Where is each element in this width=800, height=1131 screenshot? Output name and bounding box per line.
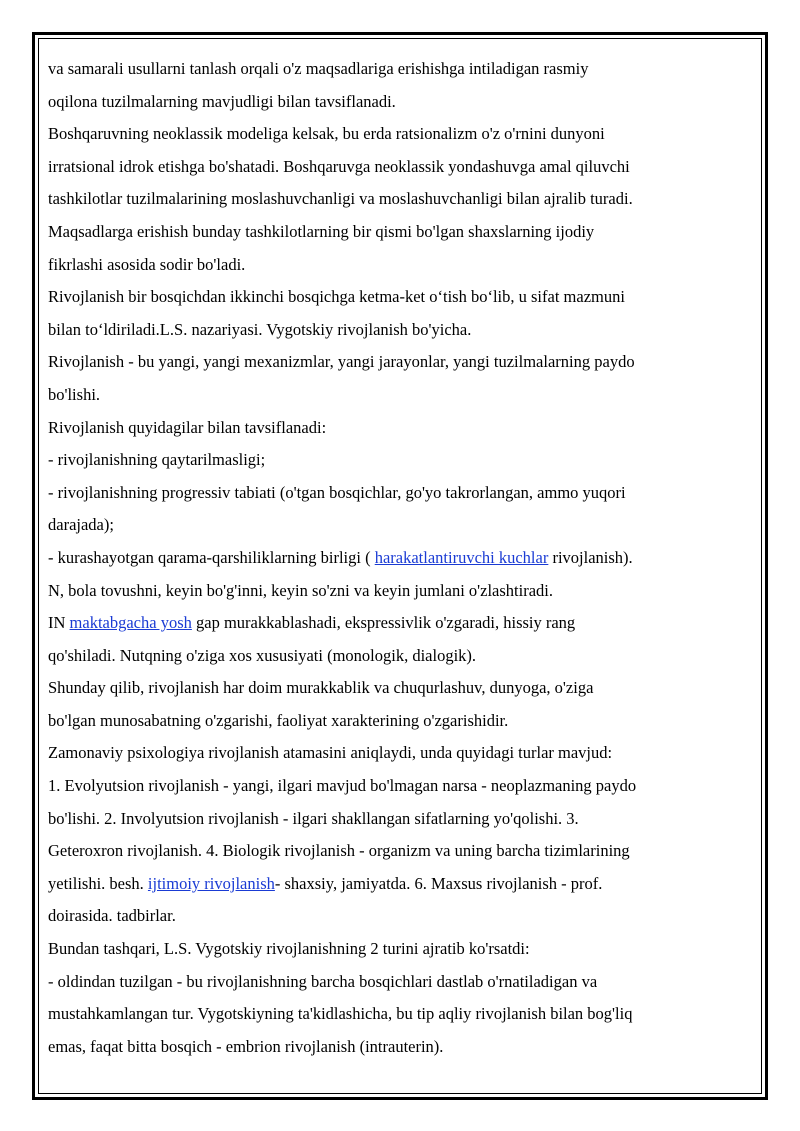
- text-line-with-link: [48, 868, 738, 901]
- text-line: Rivojlanish - bu yangi, yangi mexanizmlar, yangi jarayonlar, yangi tuzilmalarning paydo: [48, 352, 635, 372]
- text-segment: gap murakkablashadi, ekspressivlik o'zgaradi, hissiy rang: [191, 613, 576, 633]
- text-line: Bundan tashqari, L.S. Vygotskiy rivojlanishning 2 turini ajratib ko'rsatdi:: [48, 939, 530, 959]
- text-line: Boshqaruvning neoklassik modeliga kelsak, bu erda ratsionalizm o'z o'rnini dunyoni: [48, 124, 605, 144]
- text-line: N, bola tovushni, keyin bo'g'inni, keyin so'zni va keyin jumlani o'zlashtiradi.: [48, 580, 553, 600]
- text-line: Zamonaviy psixologiya rivojlanish atamasini aniqlaydi, unda quyidagi turlar mavjud:: [48, 743, 613, 763]
- link-maktabgacha-yosh[interactable]: maktabgacha yosh: [69, 613, 192, 633]
- text-line: Rivojlanish quyidagilar bilan tavsiflanadi:: [48, 417, 327, 437]
- text-line: bilan to‘ldiriladi.L.S. nazariyasi. Vygotskiy rivojlanish bo'yicha.: [48, 319, 472, 339]
- text-line: qo'shiladi. Nutqning o'ziga xos xususiyati (monologik, dialogik).: [48, 645, 477, 665]
- text-line: bo'lishi. 2. Involyutsion rivojlanish - ilgari shakllangan sifatlarning yo'qolishi. 3.: [48, 808, 579, 828]
- text-line: - oldindan tuzilgan - bu rivojlanishning barcha bosqichlari dastlab o'rnatiladigan va: [48, 971, 598, 991]
- text-segment: rivojlanish).: [548, 547, 633, 567]
- text-line: Rivojlanish bir bosqichdan ikkinchi bosqichga ketma-ket o‘tish bo‘lib, u sifat mazmuni: [48, 287, 625, 307]
- text-segment: yetilishi. besh.: [48, 873, 148, 893]
- text-segment: IN: [48, 613, 70, 633]
- text-line: bo'lgan munosabatning o'zgarishi, faoliyat xarakterining o'zgarishidir.: [48, 710, 509, 730]
- text-line: darajada);: [48, 515, 114, 535]
- document-body: [48, 53, 738, 1063]
- text-line: irratsional idrok etishga bo'shatadi. Boshqaruvga neoklassik yondashuvga amal qiluvchi: [48, 156, 630, 176]
- text-line: bo'lishi.: [48, 384, 101, 404]
- text-line: fikrlashi asosida sodir bo'ladi.: [48, 254, 246, 274]
- text-segment: - shaxsiy, jamiyatda. 6. Maxsus rivojlanish - prof.: [274, 873, 603, 893]
- text-line-with-link: [48, 607, 738, 640]
- text-line: Geteroxron rivojlanish. 4. Biologik rivojlanish - organizm va uning barcha tizimlarining: [48, 841, 630, 861]
- text-line: tashkilotlar tuzilmalarining moslashuvchanligi va moslashuvchanligi bilan ajralib turadi.: [48, 189, 633, 209]
- text-line: - rivojlanishning progressiv tabiati (o'tgan bosqichlar, go'yo takrorlangan, ammo yuqori: [48, 482, 626, 502]
- text-line: Shunday qilib, rivojlanish har doim murakkablik va chuqurlashuv, dunyoga, o'ziga: [48, 678, 594, 698]
- text-line: 1. Evolyutsion rivojlanish - yangi, ilgari mavjud bo'lmagan narsa - neoplazmaning paydo: [48, 776, 637, 796]
- text-segment: - kurashayotgan qarama-qarshiliklarning birligi (: [48, 547, 375, 567]
- text-line: va samarali usullarni tanlash orqali o'z maqsadlariga erishishga intiladigan rasmiy: [48, 59, 589, 78]
- text-line-with-link: [48, 542, 738, 575]
- text-line: oqilona tuzilmalarning mavjudligi bilan tavsiflanadi.: [48, 91, 396, 111]
- link-harakatlantiruvchi-kuchlar[interactable]: harakatlantiruvchi kuchlar: [374, 547, 549, 567]
- link-ijtimoiy-rivojlanish[interactable]: ijtimoiy rivojlanish: [147, 873, 275, 893]
- text-line: - rivojlanishning qaytarilmasligi;: [48, 450, 266, 470]
- text-line: Maqsadlarga erishish bunday tashkilotlarning bir qismi bo'lgan shaxslarning ijodiy: [48, 221, 595, 241]
- text-line: doirasida. tadbirlar.: [48, 906, 176, 926]
- text-line: emas, faqat bitta bosqich - embrion rivojlanish (intrauterin).: [48, 1036, 444, 1056]
- text-line: mustahkamlangan tur. Vygotskiyning ta'kidlashicha, bu tip aqliy rivojlanish bilan bog'liq: [48, 1004, 633, 1024]
